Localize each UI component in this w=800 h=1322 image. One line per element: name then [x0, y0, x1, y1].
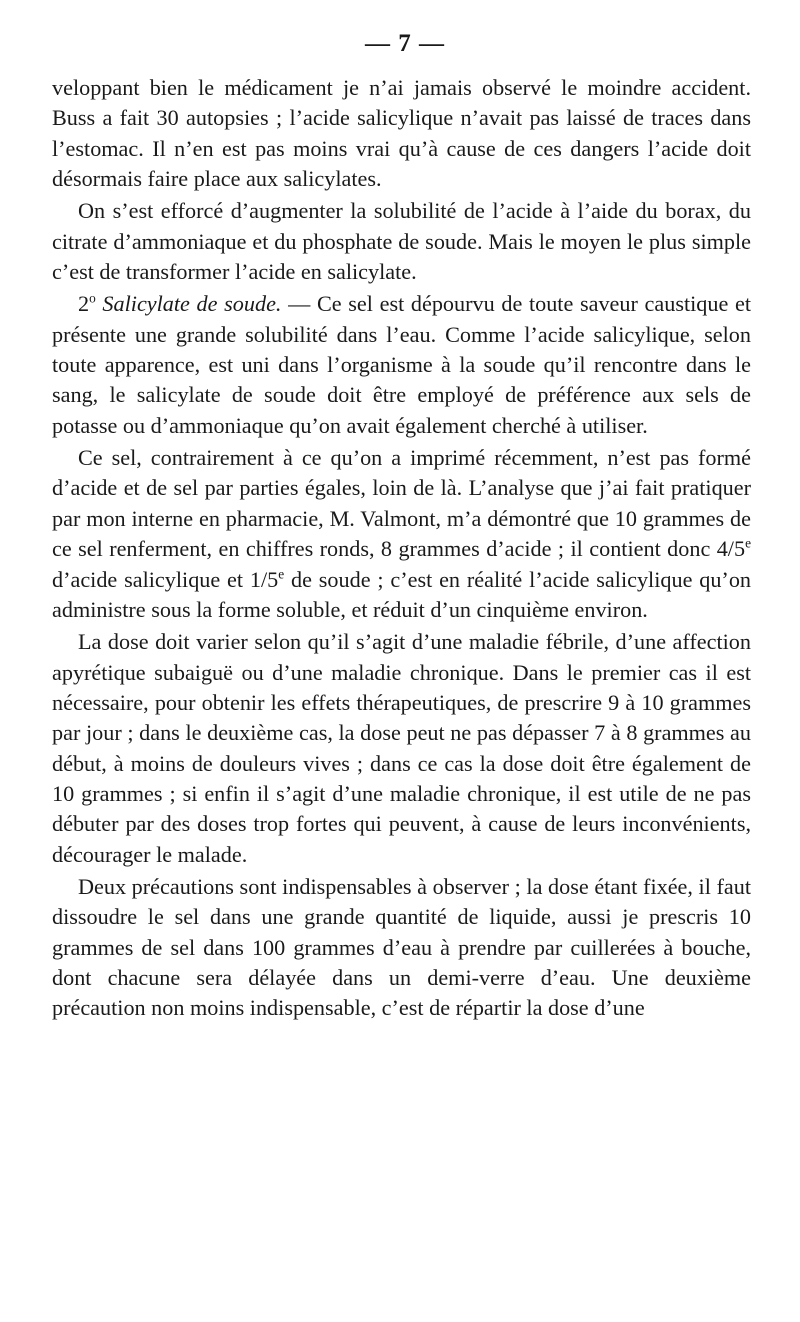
text-run: On s’est efforcé d’augmenter la solubilité de l’acide à l’aide du borax, du citrate d’ammoniaque et du phosphate de soude. Mais le moyen le plus simple c’est de transformer l’acide en salicylate.	[52, 198, 751, 285]
superscript: e	[278, 566, 285, 582]
superscript: e	[745, 535, 751, 551]
text-run: veloppant bien le médicament je n’ai jamais observé le moindre accident. Buss a fait 30 autopsies ; l’acide salicylique n’avait pas laissé de traces dans l’estomac. Il n’en est pas moins vrai qu’à cause de ces dangers l’acide doit désormais faire place aux salicylates.	[52, 75, 751, 192]
paragraph	[52, 443, 751, 625]
page-number: — 7 —	[365, 30, 445, 57]
text-run: de soude ; c’est en réalité l’acide salicylique qu’on administre sous la forme soluble, et réduit d’un cinquième environ.	[52, 566, 752, 622]
text-run: La dose doit varier selon qu’il s’agit d’une maladie fébrile, d’une affection apyrétique subaiguë ou d’une maladie chronique. Dans le premier cas il est nécessaire, pour obtenir les effets thérapeutiques, de prescrire 9 à 10 grammes par jour ; dans le deuxième cas, la dose peut ne pas dépasser 7 à 8 grammes au début, à moins de douleurs vives ; dans ce cas la dose doit être également de 10 grammes ; si enfin il s’agit d’une maladie chronique, il est utile de ne pas débuter par des doses trop fortes qui peuvent, à cause de leurs inconvénients, décourager le malade.	[52, 629, 751, 867]
paragraph	[52, 73, 751, 194]
text-run: Deux précautions sont indispensables à observer ; la dose étant fixée, il faut dissoudre le sel dans une grande quantité de liquide, aussi je prescris 10 grammes de sel dans 100 grammes d’eau à prendre par cuillerées à bouche, dont chacune sera délayée dans un demi-verre d’eau. Une deuxième précaution non moins indispensable, c’est de répartir la dose d’une	[52, 873, 751, 1021]
text-run: Ce sel, contrairement à ce qu’on a imprimé récemment, n’est pas formé d’acide et de sel par parties égales, loin de là. L’analyse que j’ai fait pratiquer par mon interne en pharmacie, M. Valmont, m’a démontré que 10 grammes de ce sel renferment, en chiffres ronds, 8 grammes d’acide ; il contient donc 4/5	[52, 445, 751, 562]
paragraph	[52, 289, 751, 441]
text-run: — Ce sel est dépourvu de toute saveur caustique et présente une grande solubilité dans l’eau. Comme l’acide salicylique, selon toute apparence, est uni dans l’organisme à la soude qu’il rencontre dans le sang, le salicylate de soude doit être employé de préférence aux sels de potasse ou d’ammoniaque qu’on avait également cherché à utiliser.	[52, 291, 751, 438]
text-run: d’acide salicylique et 1/5	[52, 566, 279, 592]
page-body-text	[52, 73, 751, 1024]
text-run: 2	[78, 291, 90, 317]
paragraph	[52, 627, 751, 870]
paragraph	[52, 872, 751, 1024]
section-heading-italic: Salicylate de soude.	[102, 291, 282, 317]
superscript: o	[89, 291, 96, 307]
paragraph	[52, 196, 751, 287]
